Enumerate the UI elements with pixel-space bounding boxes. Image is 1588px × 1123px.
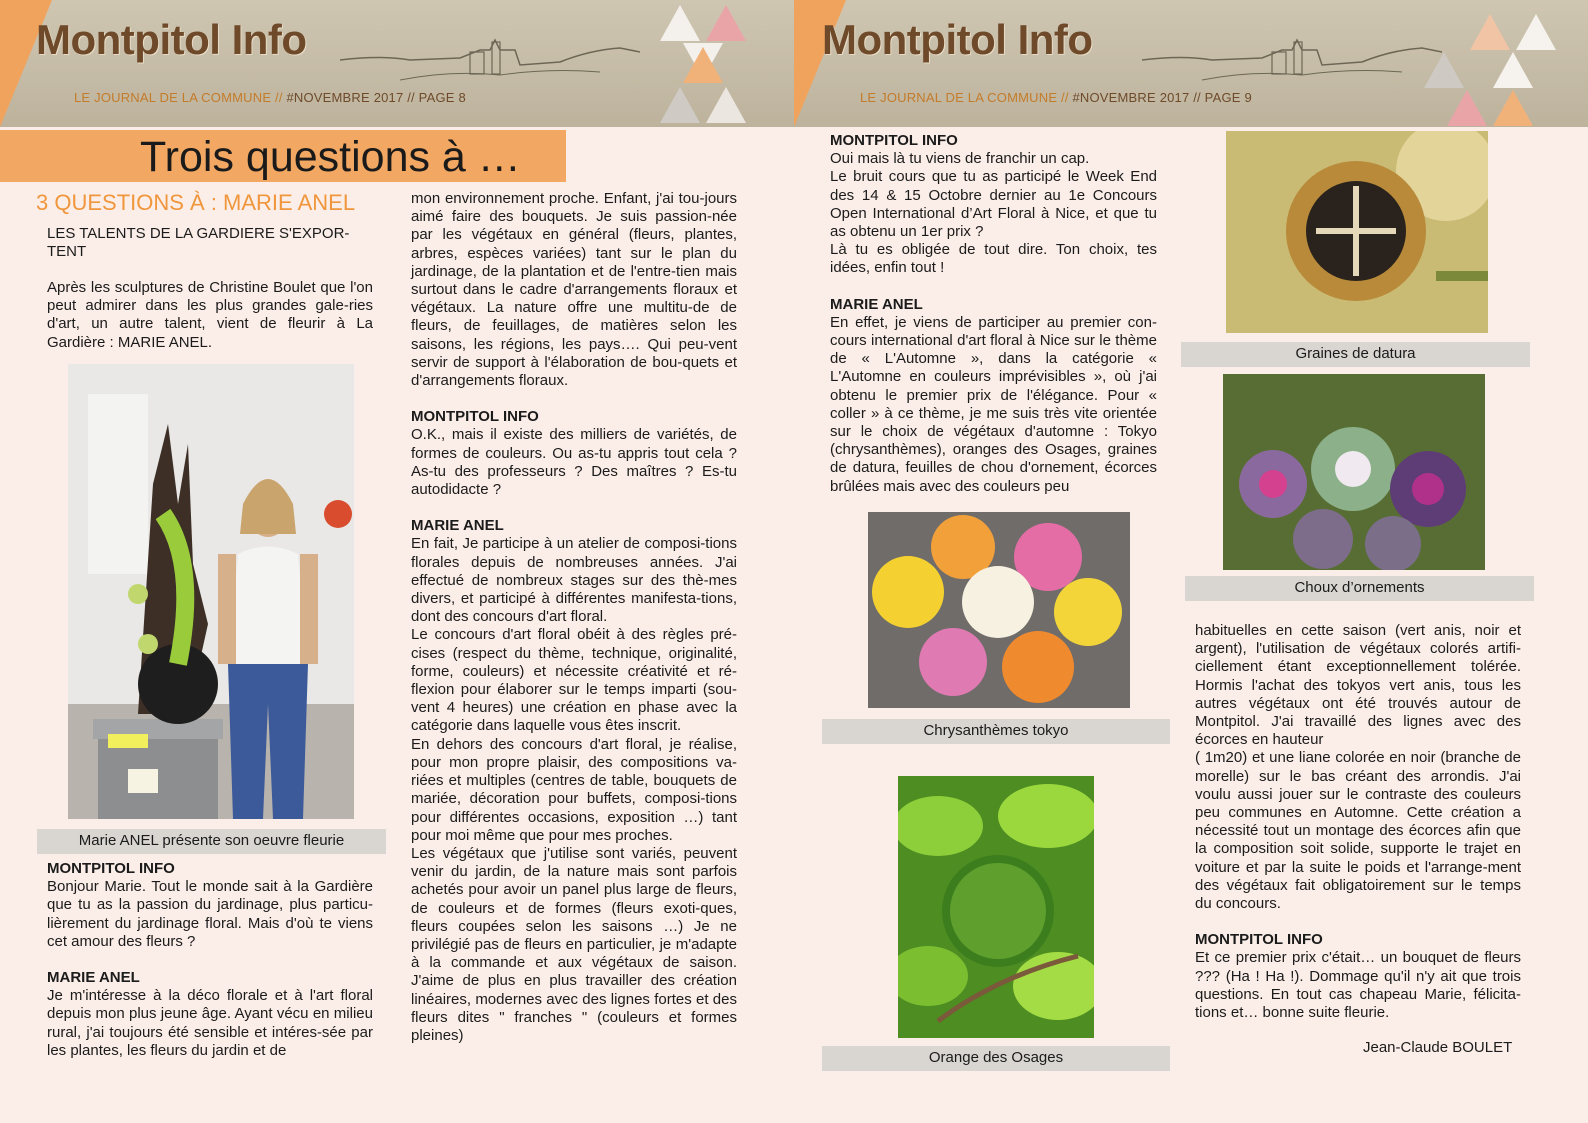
question-text: Bonjour Marie. Tout le monde sait à la Gardière que tu as la passion du jardinage, plus particu-lièrement du jardinage floral. Mais d'où te viens cet amour des fleurs ? [47, 878, 373, 950]
section-title: Trois questions à … [140, 133, 521, 181]
right-column-qa [411, 190, 737, 1045]
choux-photo [1223, 374, 1485, 570]
triangle-decoration [1493, 52, 1533, 88]
marie-anel-photo [68, 364, 354, 819]
journal-subhead: LE JOURNAL DE LA COMMUNE // #NOVEMBRE 2017 // PAGE 8 [74, 90, 466, 105]
question-text: Là tu es obligée de tout dire. Ton choix, tes idées, enfin tout ! [830, 241, 1157, 277]
left-column-qa [47, 860, 373, 1060]
question-text: O.K., mais il existe des milliers de variétés, de formes de couleurs. Ou as-tu appris tout cela ? As-tu des professeurs ? Des maîtres ? Es-tu autodidacte ? [411, 426, 737, 499]
triangle-decoration [1470, 14, 1510, 50]
section-title-bar [0, 130, 566, 182]
chrysantheme-photo [868, 512, 1130, 708]
village-skyline-icon [340, 20, 640, 90]
interview-title: 3 QUESTIONS À : MARIE ANEL [36, 190, 356, 215]
triangle-decoration [1447, 90, 1487, 126]
answer-text: Le concours d'art floral obéit à des règles pré-cises (respect du thème, technique, originalité, forme, couleurs) et nécessite créativité et ré-flexion pour élaborer sur le temps imparti (sou-vent 4 heures) une création en phase avec la catégorie dans laquelle vous êtes inscrit. [411, 626, 737, 735]
answer-heading: MARIE ANEL [47, 969, 140, 987]
answer-text: mon environnement proche. Enfant, j'ai tou-jours aimé faire des bouquets. Je suis passion-née par les végétaux en général (fleurs, plantes, arbres, espèces variées) tant sur le plan du jardinage, de la plantation et de l'entre-tien mais surtout dans le cadre d'arrangements floraux et végétaux. La nature offre une multitu-de de fleurs, de feuillages, de matières selon les saisons, les régions, les pays…. Qui peu-vent servir de support à l'élaboration de bou-quets et d'arrangements floraux. [411, 190, 737, 390]
question-text: Le bruit cours que tu as participé le Week End des 14 & 15 Octobre dernier au 1e Concours Open International d’Art Floral à Nice, et que tu as obtenu un 1er prix ? [830, 168, 1157, 241]
answer-text: En dehors des concours d'art floral, je réalise, pour mon propre plaisir, des compositions va-riées et multiples (centres de table, bouquets de mariée, décoration pour buffets, composi-tions pour différentes occasions, exposition …) tant pour moi même que pour mes proches. [411, 735, 737, 844]
page-9 [794, 0, 1588, 1123]
brand-title: Montpitol Info [822, 16, 1093, 63]
answer-text: ( 1m20) et une liane colorée en noir (branche de morelle) sur le bas créant des arrondis. J'ai voulu aussi jouer sur le contraste des couleurs peu communes en Automne. Cette création a nécessité tout un montage des écorces afin que la composition soit solide, supporte le trajet en voiture et par la suite le poids et l'arrange-ment des végétaux fait obligatoirement sur le temps du concours. [1195, 749, 1521, 913]
triangle-decoration [706, 87, 746, 123]
triangle-decoration [1493, 90, 1533, 126]
triangle-decoration [706, 5, 746, 41]
answer-heading: MARIE ANEL [411, 517, 504, 535]
triangle-decoration [1424, 52, 1464, 88]
answer-text: En fait, Je participe à un atelier de composi-tions florales depuis de nombreuses années. J'ai effectué de nombreux stages sur des thè-mes divers, et participé à différentes manifesta-tions, dont des concours d'art floral. [411, 535, 737, 626]
datura-photo [1226, 131, 1488, 333]
answer-text: Les végétaux que j'utilise sont variés, peuvent venir du jardin, de la nature mais sont parfois achetés pour avoir un panel plus large de fleurs, de couleurs et de formes (fleurs exoti-ques, fleurs coupées selon les saisons …) Je ne privilégié pas de fleurs en particulier, je m'adapte à la commande et aux végétaux de saison. J'aime de plus en plus travailler des création linéaires, modernes avec des lignes fortes et des fleurs dites " franches " (couleurs et formes pleines) [411, 844, 737, 1044]
answer-text: En effet, je viens de participer au premier con-cours international d'art floral à Nice sur le thème de « L'Automne », dans la catégorie « L'Automne en couleurs imprévisibles », où j'ai obtenu le premier prix de l'élégance. Pour « coller » à ce thème, je me suis très vite orientée sur le choix de végétaux d'automne : Tokyo (chrysanthèmes), oranges des Osages, graines de datura, feuilles de chou d'ornement, écorces brûlées mais avec des couleurs peu [830, 313, 1157, 495]
photo-caption: Chrysanthèmes tokyo [822, 719, 1170, 744]
intro-paragraph: Après les sculptures de Christine Boulet que l'on peut admirer dans les plus grandes gale-ries d'art, un autre talent, vient de fleurir à La Gardière : MARIE ANEL. [47, 279, 373, 351]
journal-subhead: LE JOURNAL DE LA COMMUNE // #NOVEMBRE 2017 // PAGE 9 [860, 90, 1252, 105]
page-header [0, 0, 794, 127]
triangle-decoration [1516, 14, 1556, 50]
photo-caption: Marie ANEL présente son oeuvre fleurie [37, 829, 386, 854]
brand-title: Montpitol Info [36, 16, 307, 63]
answer-text: habituelles en cette saison (vert anis, noir et argent), l'utilisation de végétaux colorés artifi-ciellement étant exceptionnellement tolérée. Hormis l'achat des tokyos vert anis, tous les autres végétaux ont été trouvés autour de Montpitol. J'ai travaillé des lignes avec des écorces en hauteur [1195, 622, 1521, 749]
triangle-decoration [683, 47, 723, 83]
village-skyline-icon [1142, 20, 1442, 90]
photo-caption: Orange des Osages [822, 1046, 1170, 1071]
right-column-qa [1195, 622, 1521, 1022]
question-heading: MONTPITOL INFO [411, 408, 539, 426]
answer-text: Je m'intéresse à la déco florale et à l'art floral depuis mon plus jeune âge. Ayant vécu en milieu rural, j'ai toujours été sensible et intéres-sée par les plantes, les fleurs du jardin et de [47, 987, 373, 1059]
photo-caption: Choux d’ornements [1185, 576, 1534, 601]
triangle-decoration [660, 87, 700, 123]
interview-subtitle: LES TALENTS DE LA GARDIERE S'EXPOR-TENT [47, 225, 350, 260]
triangle-decoration [660, 5, 700, 41]
answer-heading: MARIE ANEL [830, 295, 923, 313]
signature: Jean-Claude BOULET [1363, 1039, 1513, 1056]
question-heading: MONTPITOL INFO [1195, 931, 1323, 949]
osage-orange-photo [898, 776, 1094, 1038]
question-heading: MONTPITOL INFO [47, 860, 175, 877]
photo-caption: Graines de datura [1181, 342, 1530, 367]
question-text: Et ce premier prix c'était… un bouquet de fleurs ??? (Ha ! Ha !). Dommage qu'il n'y ait que trois questions. En tout cas chapeau Marie, félicita-tions et… bonne suite fleurie. [1195, 949, 1521, 1022]
left-column-qa [830, 132, 1157, 496]
question-heading: MONTPITOL INFO [830, 132, 958, 149]
question-text: Oui mais là tu viens de franchir un cap. [830, 150, 1090, 168]
page-header [794, 0, 1588, 127]
